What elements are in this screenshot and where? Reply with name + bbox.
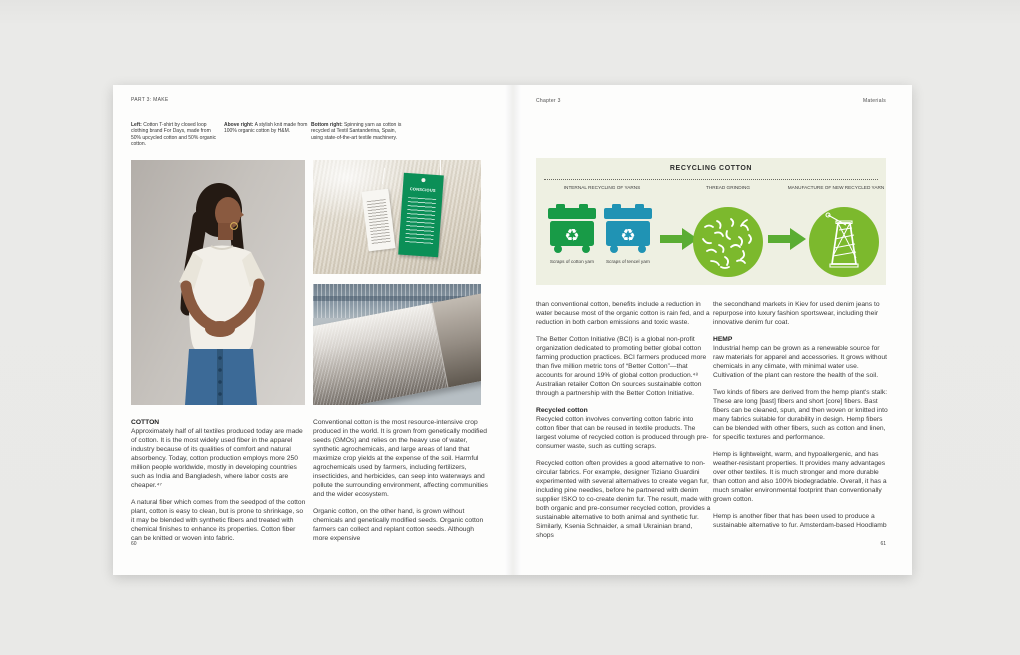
body-paragraph: the secondhand markets in Kiev for used denim jeans to repurpose into luxury fashion sportswear, including their innovative denim fur coat.: [713, 301, 880, 326]
body-paragraph: Recycled cotton involves converting cotton fabric into cotton fiber that can be reused in textile products. The largest volume of recycled cotton is produced through pre-consumer waste, such as cutting scraps.: [536, 416, 709, 450]
body-paragraph: Approximately half of all textiles produced today are made of cotton. It is the most widely used fiber in the apparel industry because of its qualities of comfort and natural absorbency. Today, cotton production employs more 250 million people worldwide, mostly in developing countries such as India and Bangladesh, where labor costs are cheaper.⁴⁷: [131, 428, 303, 489]
photo-yarn-spinning-machine: [313, 284, 481, 405]
body-paragraph: Hemp is lightweight, warm, and hypoallergenic, and has weather-resistant properties. It provides many advantages over other textiles. It is much stronger and more durable than cotton and also 100% biodegradable. Overall, it has a much smaller environmental footprint than conventionally grown cotton.: [713, 451, 887, 503]
body-paragraph: Organic cotton, on the other hand, is grown without chemicals and genetically modified seeds. Organic cotton farmers can collect and replant cotton seeds. Although more expensive: [313, 508, 484, 542]
bin-label-cotton-scraps: Scraps of cotton yarn: [549, 259, 595, 264]
tag-string: [440, 160, 441, 176]
stage-label-thread-grinding: THREAD GRINDING: [705, 185, 750, 190]
bin-label-tencel-scraps: Scraps of tencel yarn: [605, 259, 651, 264]
caption-above-right-photo: [224, 122, 308, 135]
photo-model-in-cotton-tshirt: [131, 160, 305, 405]
body-paragraph: A natural fiber which comes from the seedpod of the cotton plant, cotton is easy to clean, but is prone to shrinkage, so it may be blended with synthetic fibers and treated with chemical finishes to enhance its properties. Cotton fiber can be knitted or woven into fabric.: [131, 499, 306, 542]
body-paragraph: Recycled cotton often provides a good alternative to non-circular fabrics. For example, designer Tiziano Guardini experimented with several alternatives to create vegan fur, including pine needles, before he partnered with denim supplier ISKO to co-create denim fur. The result, made with both organic and pre-consumer recycled cotton, provides a sustainable alternative to both animal and synthetic fur. Similarly, Ksenia Schnaider, a small Ukrainian brand, shops: [536, 460, 712, 539]
page-number-left: 60: [131, 541, 137, 547]
left-page-column-2: [313, 418, 489, 551]
caption-bottom-right-photo: [311, 122, 403, 141]
right-page-column-1: [536, 300, 712, 548]
recycled-yarn-spool-icon: [808, 206, 880, 278]
tag-fine-print: [405, 197, 436, 245]
body-paragraph: Two kinds of fibers are derived from the hemp plant's stalk: These are long [bast] fibers and short [core] fibers. Bast fibers can be cleaned, spun, and then woven or knitted into many fabrics suitable for durability in design. Hemp fibers can be blended with other fibers, such as cotton and linen, for specific textures and performance.: [713, 389, 888, 441]
recycling-cotton-diagram: [536, 158, 886, 285]
running-head-part: PART 3: MAKE: [131, 97, 169, 103]
caption-text: Cotton T-shirt by closed loop clothing brand For Days, made from 50% upcycled cotton and 50% organic cotton.: [131, 122, 217, 148]
book-spread: [113, 85, 912, 575]
caption-label: Above right:: [224, 122, 254, 128]
dotted-divider: [544, 179, 878, 180]
price-tag: [361, 189, 395, 252]
page-gutter: [505, 85, 521, 575]
left-page-column-1: [131, 418, 307, 551]
running-head-chapter: Chapter 3: [536, 98, 561, 104]
body-paragraph: Industrial hemp can be grown as a renewable source for raw materials for apparel and accessories. It grows without chemicals in any climate, with minimal water use. Cultivation of the plant can restore the health of the soil.: [713, 345, 887, 379]
thread-grinding-icon: [692, 206, 764, 278]
diagram-title: RECYCLING COTTON: [669, 165, 753, 172]
recycling-bin-tencel-icon: [602, 204, 654, 254]
tag-punch-hole: [421, 178, 425, 182]
arrow-right-icon: [768, 226, 806, 252]
body-paragraph: Hemp is another fiber that has been used to produce a sustainable alternative to fur. Amsterdam-based Hoodlamb: [713, 513, 887, 529]
tag-title: CONSCIOUS: [409, 186, 436, 193]
section-heading-cotton: COTTON: [131, 419, 160, 426]
subheading-recycled-cotton: Recycled cotton: [536, 407, 588, 414]
conscious-hang-tag: [398, 173, 444, 258]
caption-left-photo: [131, 122, 219, 148]
right-page-column-2: [713, 300, 889, 538]
roller-metal-end: [431, 287, 481, 388]
body-paragraph: Conventional cotton is the most resource-intensive crop produced in the world. It is grown from genetically modified seeds (GMOs) and relies on the heavy use of water, synthetic agrochemicals, and large areas of land that maximize crop yields at the expense of the soil. Harmful agrochemicals used by farmers, including fertilizers, insecticides, and herbicides, can seep into waterways and pollute the surrounding environment, affecting communities and the wider ecosystem.: [313, 419, 488, 498]
recycling-bin-cotton-icon: [546, 204, 598, 254]
caption-label: Bottom right:: [311, 122, 343, 128]
caption-text: A stylish knit made from 100% organic cotton by H&M.: [224, 122, 308, 135]
body-paragraph: than conventional cotton, benefits include a reduction in water because most of the organic cotton is rain fed, and a reduction in both carbon emissions and toxic waste.: [536, 301, 710, 326]
running-head-section: Materials: [863, 98, 886, 104]
tag-fine-print: [367, 199, 391, 245]
page-number-right: 61: [880, 541, 886, 547]
photo-knit-with-tag: [313, 160, 481, 274]
model-illustration: [131, 160, 305, 405]
stage-label-manufacture: MANUFACTURE OF NEW RECYCLED YARN: [787, 185, 885, 190]
subheading-hemp: HEMP: [713, 336, 733, 343]
tag-string: [382, 168, 385, 184]
body-paragraph: The Better Cotton Initiative (BCI) is a global non-profit organization dedicated to promoting better global cotton farming production practices. BCI farmers produced more than five million metric tons of “Better Cotton”—that accounts for around 19% of global cotton production.⁴⁸ Australian retailer Cotton On sources sustainable cotton through a partnership with the Better Cotton Initiative.: [536, 336, 707, 397]
recycle-icon: ♻: [620, 226, 636, 245]
caption-text: Spinning yarn as cotton is recycled at Textil Santanderina, Spain, using state-of-the-art textile machinery.: [311, 122, 402, 141]
stage-label-internal-recycling: INTERNAL RECYCLING OF YARNS: [563, 185, 641, 190]
recycle-icon: ♻: [564, 226, 580, 245]
caption-label: Left:: [131, 122, 142, 128]
